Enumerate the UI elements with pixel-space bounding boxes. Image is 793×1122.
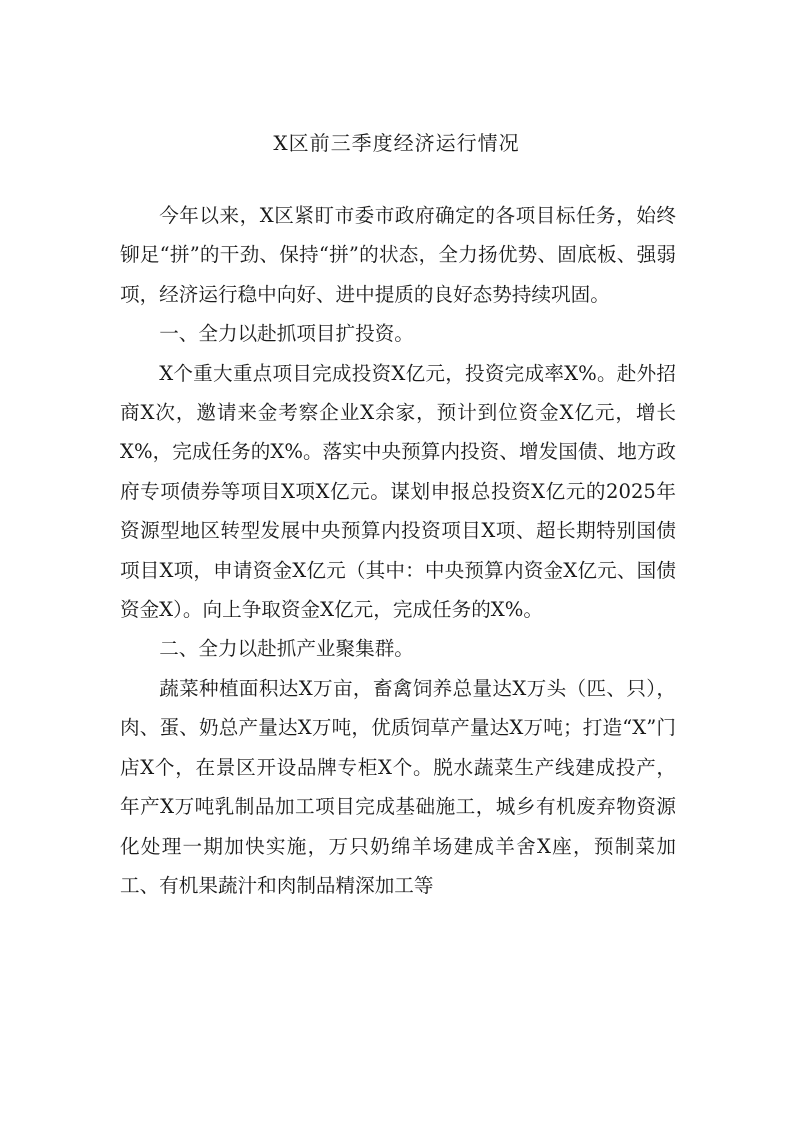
document-body: [120, 196, 676, 905]
section-heading-industry: 二、全力以赴抓产业聚集群。: [159, 637, 414, 661]
investment-paragraph: X个重大重点项目完成投资X亿元，投资完成率X%。赴外招商X次，邀请来金考察企业X余家，预计到位资金X亿元，增长X%，完成任务的X%。落实中央预算内投资、增发国债、地方政府专项债券等项目X项X亿元。谋划申报总投资X亿元的2025年资源型地区转型发展中央预算内投资项目X项、超长期特别国债项目X项，申请资金X亿元（其中：中央预算内资金X亿元、国债资金X）。向上争取资金X亿元，完成任务的X%。: [120, 361, 676, 622]
section-heading-investment: 一、全力以赴抓项目扩投资。: [159, 322, 414, 346]
industry-paragraph: 蔬菜种植面积达X万亩，畜禽饲养总量达X万头（匹、只），肉、蛋、奶总产量达X万吨，优质饲草产量达X万吨；打造“X”门店X个，在景区开设品牌专柜X个。脱水蔬菜生产线建成投产，年产X万吨乳制品加工项目完成基础施工，城乡有机废弃物资源化处理一期加快实施，万只奶绵羊场建成羊舍X座，预制菜加工、有机果蔬汁和肉制品精深加工等: [120, 676, 676, 897]
intro-paragraph: 今年以来，X区紧盯市委市政府确定的各项目标任务，始终铆足“拼”的干劲、保持“拼”的状态，全力扬优势、固底板、强弱项，经济运行稳中向好、进中提质的良好态势持续巩固。: [120, 204, 676, 306]
document-title: X区前三季度经济运行情况: [273, 131, 520, 155]
